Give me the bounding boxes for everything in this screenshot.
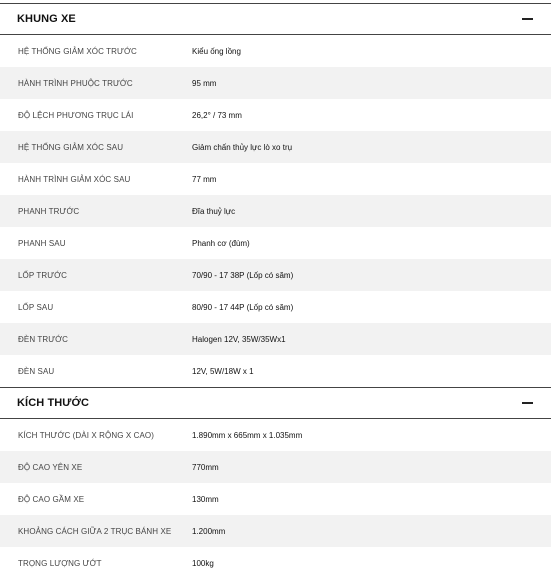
spec-value: 70/90 - 17 38P (Lốp có săm): [192, 270, 294, 280]
spec-row: [0, 323, 551, 355]
spec-label: HỆ THỐNG GIẢM XÓC TRƯỚC: [18, 46, 137, 56]
section-khung-xe: [0, 3, 551, 387]
spec-row: [0, 355, 551, 387]
spec-label: HỆ THỐNG GIẢM XÓC SAU: [18, 142, 124, 152]
spec-value: 12V, 5W/18W x 1: [192, 366, 254, 376]
spec-value: 95 mm: [192, 78, 217, 88]
spec-row: [0, 195, 551, 227]
spec-label: ĐỘ CAO GẦM XE: [18, 494, 85, 504]
spec-label: KÍCH THƯỚC (DÀI X RỘNG X CAO): [18, 430, 155, 440]
spec-value: Halogen 12V, 35W/35Wx1: [192, 334, 286, 344]
spec-value: 1.200mm: [192, 526, 226, 536]
spec-value: 26,2° / 73 mm: [192, 110, 242, 120]
spec-label: KHOẢNG CÁCH GIỮA 2 TRỤC BÁNH XE: [18, 526, 172, 536]
spec-value: Giảm chấn thủy lực lò xo trụ: [192, 142, 293, 152]
section-title: KÍCH THƯỚC: [17, 397, 90, 409]
spec-label: PHANH TRƯỚC: [18, 206, 80, 216]
spec-label: HÀNH TRÌNH PHUỘC TRƯỚC: [18, 78, 133, 88]
spec-label: PHANH SAU: [18, 238, 66, 248]
spec-row: [0, 547, 551, 579]
section-header-khung-xe[interactable]: [0, 3, 551, 35]
spec-row: [0, 515, 551, 547]
spec-value: 80/90 - 17 44P (Lốp có săm): [192, 302, 294, 312]
collapse-minus-icon[interactable]: [521, 397, 533, 409]
spec-label: ĐÈN TRƯỚC: [18, 334, 69, 344]
spec-value: Đĩa thuỷ lực: [192, 206, 236, 216]
spec-value: Phanh cơ (đùm): [192, 238, 250, 248]
spec-label: HÀNH TRÌNH GIẢM XÓC SAU: [18, 174, 131, 184]
spec-label: ĐỘ LỆCH PHƯƠNG TRỤC LÁI: [18, 110, 134, 120]
spec-row: [0, 259, 551, 291]
spec-label: ĐÈN SAU: [18, 366, 55, 376]
spec-value: 1.890mm x 665mm x 1.035mm: [192, 430, 303, 440]
spec-row: [0, 483, 551, 515]
spec-row: [0, 291, 551, 323]
spec-row: [0, 35, 551, 67]
spec-row: [0, 227, 551, 259]
spec-label: ĐỘ CAO YÊN XE: [18, 462, 83, 472]
section-title: KHUNG XE: [17, 13, 76, 25]
section-header-kich-thuoc[interactable]: [0, 387, 551, 419]
spec-value: 130mm: [192, 494, 219, 504]
spec-row: [0, 419, 551, 451]
spec-row: [0, 163, 551, 195]
spec-value: 100kg: [192, 558, 214, 568]
spec-value: 770mm: [192, 462, 219, 472]
spec-row: [0, 131, 551, 163]
spec-row: [0, 451, 551, 483]
spec-value: Kiểu ống lồng: [192, 46, 241, 56]
spec-label: LỐP SAU: [18, 302, 54, 312]
spec-label: LỐP TRƯỚC: [18, 270, 67, 280]
spec-label: TRỌNG LƯỢNG ƯỚT: [18, 558, 102, 568]
spec-row: [0, 99, 551, 131]
spec-row: [0, 67, 551, 99]
spec-value: 77 mm: [192, 174, 217, 184]
section-kich-thuoc: [0, 387, 551, 579]
collapse-minus-icon[interactable]: [521, 13, 533, 25]
